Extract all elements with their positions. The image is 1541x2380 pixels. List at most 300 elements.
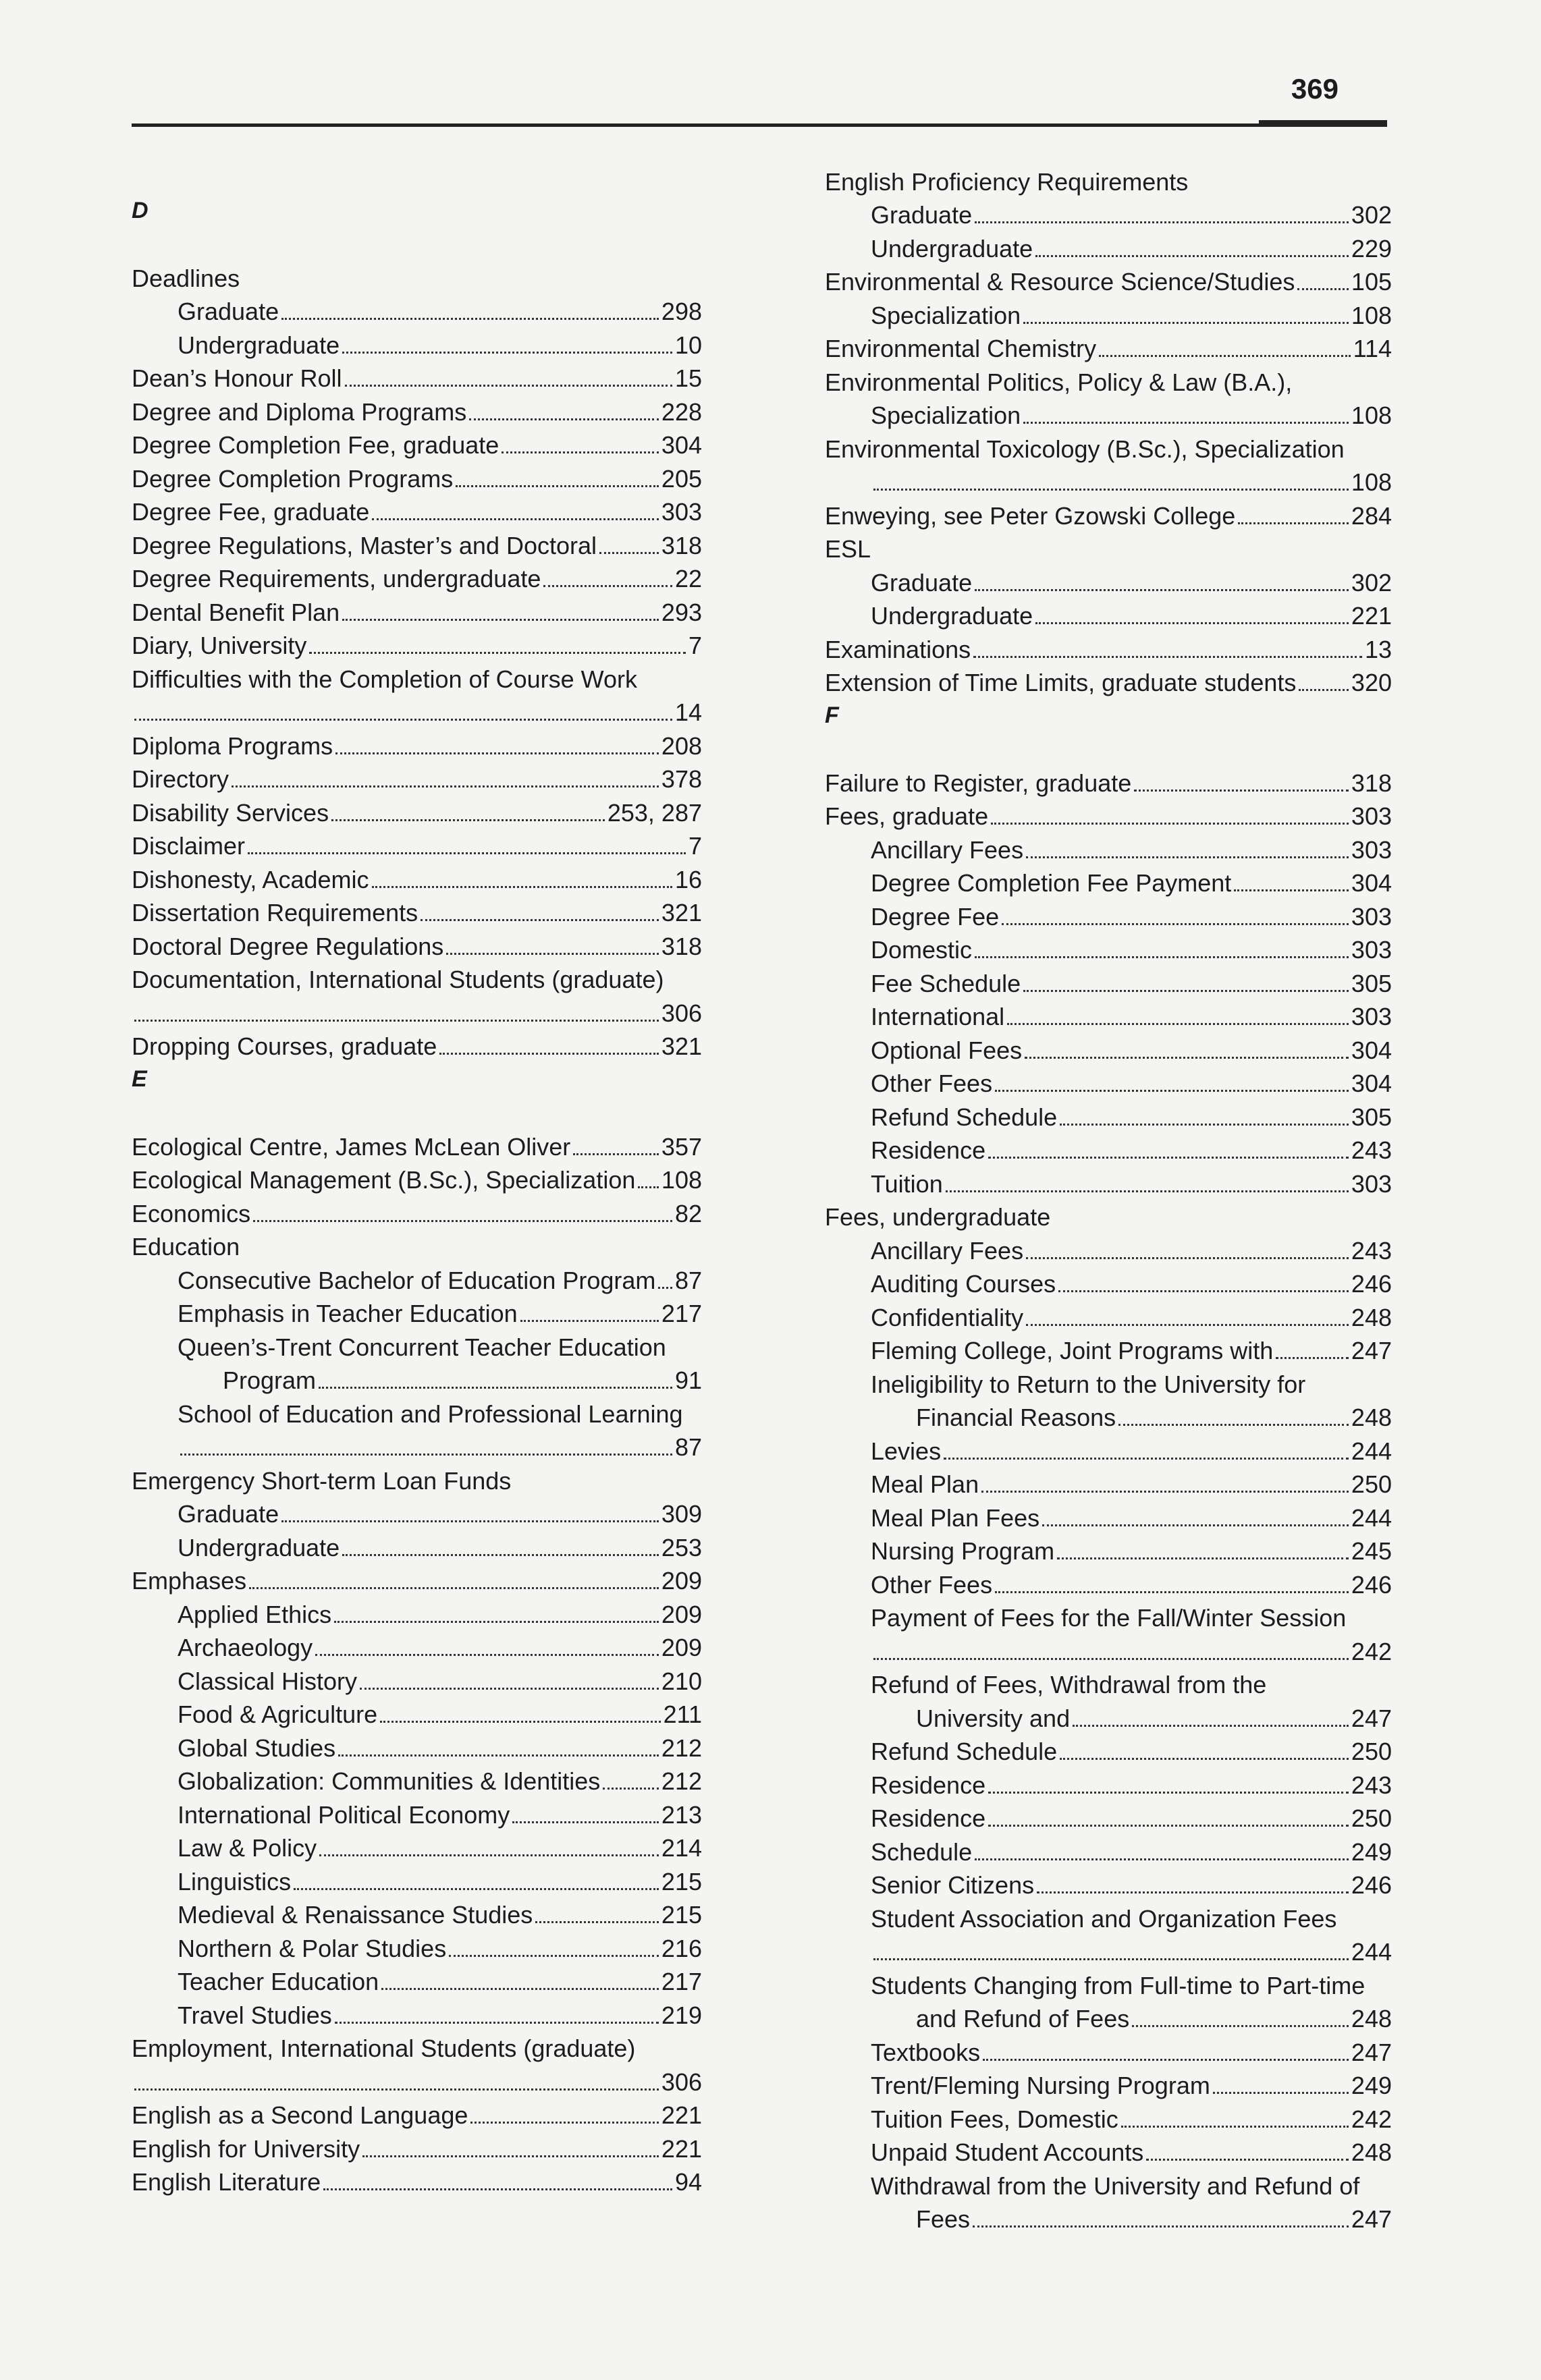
page-reference: 303 [1351, 1169, 1392, 1198]
index-term: Medieval & Renaissance Studies [178, 1901, 533, 1929]
page-reference: 304 [1351, 869, 1392, 897]
index-entry [825, 1998, 1392, 2032]
index-entry [132, 1026, 702, 1059]
index-heading [825, 1196, 1392, 1230]
index-heading [825, 1597, 1392, 1631]
index-heading [132, 257, 702, 291]
index-entry [825, 1130, 1392, 1163]
page-reference: 246 [1351, 1270, 1392, 1298]
section-letter: D [132, 197, 148, 223]
index-entry [825, 1764, 1392, 1798]
index-term: Undergraduate [871, 234, 1033, 262]
index-heading [132, 1393, 702, 1427]
index-entry [825, 762, 1392, 796]
index-entry [132, 358, 702, 391]
index-term: International [871, 1003, 1005, 1030]
page-reference: 244 [1351, 1437, 1392, 1465]
page-reference: 246 [1351, 1570, 1392, 1599]
index-entry [132, 992, 702, 1026]
dot-leader [995, 1591, 1349, 1593]
index-entry [132, 1727, 702, 1761]
page-reference: 221 [661, 2101, 702, 2129]
index-term: Degree Fee [871, 902, 1000, 931]
index-entry [132, 2061, 702, 2095]
page-reference: 306 [661, 2068, 702, 2096]
page-reference: 114 [1353, 335, 1392, 362]
index-term: Residence [871, 1771, 986, 1799]
section-gap [132, 1092, 702, 1126]
index-entry [132, 1293, 702, 1327]
dot-leader [372, 886, 672, 888]
dot-leader [1213, 2092, 1349, 2094]
index-entry [825, 1296, 1392, 1330]
page-reference: 321 [661, 1032, 702, 1060]
index-term: Undergraduate [178, 331, 340, 359]
index-term: Emphases [132, 1567, 247, 1595]
dot-leader [520, 1320, 659, 1322]
dot-leader [981, 1491, 1349, 1493]
header-rule [132, 123, 1387, 127]
index-entry [825, 1163, 1392, 1196]
page-reference: 94 [674, 2168, 702, 2196]
index-entry [132, 1126, 702, 1159]
page-reference: 304 [661, 431, 702, 459]
index-entry [825, 462, 1392, 495]
dot-leader [995, 1090, 1349, 1092]
index-entry [825, 1397, 1392, 1431]
page-reference: 242 [1351, 2105, 1392, 2133]
dot-leader [335, 2022, 659, 2024]
page-reference: 245 [1351, 1537, 1392, 1565]
index-term: Diploma Programs [132, 731, 333, 760]
dot-leader [1035, 622, 1349, 624]
index-entry [825, 1864, 1392, 1898]
page-reference: 304 [1351, 1070, 1392, 1097]
index-term: Tuition [871, 1169, 943, 1198]
index-entry [132, 858, 702, 892]
dot-leader [342, 619, 659, 621]
page-reference: 217 [661, 1300, 702, 1327]
dot-leader [983, 2059, 1349, 2061]
index-column-left [132, 190, 702, 2194]
dot-leader [1007, 1023, 1349, 1025]
index-term: Fee Schedule [871, 969, 1021, 997]
dot-leader [134, 2088, 659, 2091]
page-reference: 242 [1351, 1637, 1392, 1665]
index-term: Degree Regulations, Master’s and Doctoral [132, 531, 597, 559]
index-term: Dissertation Requirements [132, 899, 418, 926]
page-reference: 211 [663, 1700, 702, 1728]
dot-leader [988, 1157, 1349, 1159]
index-entry [825, 962, 1392, 996]
index-entry [825, 1430, 1392, 1464]
index-heading [825, 161, 1392, 194]
index-entry [132, 1259, 702, 1293]
index-heading [132, 1326, 702, 1360]
page-reference: 320 [1351, 669, 1392, 696]
index-term: Residence [871, 1136, 986, 1164]
index-entry [132, 2128, 702, 2161]
dot-leader [512, 1821, 659, 1823]
page-reference: 248 [1351, 1404, 1392, 1431]
index-entry [825, 1731, 1392, 1765]
page-reference: 221 [661, 2134, 702, 2163]
dot-leader [319, 1387, 672, 1389]
index-term: Examinations [825, 635, 971, 663]
index-entry [825, 1464, 1392, 1497]
index-entry [132, 1593, 702, 1627]
index-term: Globalization: Communities & Identities [178, 1767, 601, 1795]
page-reference: 250 [1351, 1738, 1392, 1765]
page-reference: 284 [1351, 501, 1392, 530]
index-entry [825, 2132, 1392, 2165]
index-entry [132, 692, 702, 725]
index-term: Dental Benefit Plan [132, 598, 340, 626]
index-entry [132, 1493, 702, 1527]
index-entry [825, 1931, 1392, 1965]
index-term: Documentation, International Students (graduate) [132, 966, 664, 993]
index-entry [132, 591, 702, 625]
index-entry [132, 1526, 702, 1560]
index-term: Ecological Centre, James McLean Oliver [132, 1132, 571, 1161]
index-term: Doctoral Degree Regulations [132, 932, 444, 960]
page-reference: 247 [1351, 2205, 1392, 2233]
index-term: Environmental Chemistry [825, 335, 1097, 362]
index-entry [825, 996, 1392, 1030]
page-reference: 209 [661, 1567, 702, 1595]
dot-leader [1025, 1057, 1349, 1059]
dot-leader [248, 852, 686, 854]
index-term: Fleming College, Joint Programs with [871, 1337, 1274, 1364]
dot-leader [1023, 422, 1349, 424]
dot-leader [535, 1921, 659, 1923]
page-reference: 253 [661, 1533, 702, 1561]
page-reference: 303 [1351, 802, 1392, 830]
index-term: Graduate [178, 298, 279, 325]
page-reference: 7 [688, 832, 702, 860]
dot-leader [345, 385, 672, 387]
index-term: Difficulties with the Completion of Course Work [132, 665, 637, 693]
index-term: Levies [871, 1437, 942, 1465]
header-rule-accent [1259, 120, 1387, 127]
dot-leader [973, 2225, 1349, 2227]
index-heading [132, 959, 702, 993]
index-term: Degree and Diploma Programs [132, 397, 467, 426]
index-entry [132, 1927, 702, 1961]
index-entry [132, 1994, 702, 2028]
index-entry [132, 1627, 702, 1661]
page-reference: 108 [1351, 301, 1392, 329]
index-term: Fees, undergraduate [825, 1203, 1051, 1231]
index-term: Graduate [178, 1500, 279, 1528]
index-entry [825, 395, 1392, 428]
index-term: Disclaimer [132, 832, 246, 860]
index-term: Trent/Fleming Nursing Program [871, 2072, 1210, 2099]
page-reference: 243 [1351, 1236, 1392, 1265]
index-term: English for University [132, 2134, 360, 2163]
index-term: Degree Requirements, undergraduate [132, 565, 541, 592]
page-reference: 253, 287 [607, 798, 702, 827]
index-term: Dishonesty, Academic [132, 865, 369, 893]
dot-leader [1132, 2025, 1349, 2027]
index-term: Classical History [178, 1667, 358, 1695]
index-term: Degree Fee, graduate [132, 498, 370, 526]
index-entry [132, 1159, 702, 1193]
page-reference: 105 [1351, 268, 1392, 296]
index-term: Optional Fees [871, 1036, 1023, 1064]
index-entry [825, 561, 1392, 595]
index-term: Other Fees [871, 1570, 993, 1599]
dot-leader [249, 1587, 659, 1589]
index-term: Food & Agriculture [178, 1700, 378, 1728]
index-term: Program [223, 1366, 317, 1394]
index-term: Enweying, see Peter Gzowski College [825, 501, 1236, 530]
dot-leader [335, 752, 659, 754]
index-term: Diary, University [132, 632, 307, 659]
dot-leader [1026, 856, 1349, 858]
page-reference: 216 [661, 1934, 702, 1962]
dot-leader [1026, 1257, 1349, 1259]
index-entry [825, 929, 1392, 963]
dot-leader [1026, 1324, 1349, 1326]
index-heading [825, 1363, 1392, 1397]
index-term: Consecutive Bachelor of Education Program [178, 1266, 656, 1294]
index-term: Refund Schedule [871, 1103, 1058, 1131]
index-entry [132, 1961, 702, 1995]
index-term: ESL [825, 535, 871, 563]
dot-leader [1276, 1357, 1349, 1359]
index-term: Senior Citizens [871, 1871, 1035, 1899]
dot-leader [543, 585, 672, 587]
index-entry [132, 2161, 702, 2195]
index-entry [825, 796, 1392, 829]
index-term: Graduate [871, 568, 973, 597]
page-reference: 217 [661, 1968, 702, 1995]
index-entry [132, 458, 702, 491]
index-term: International Political Economy [178, 1800, 510, 1829]
page-reference: 248 [1351, 1303, 1392, 1331]
dot-leader [873, 1658, 1349, 1660]
index-term: Meal Plan Fees [871, 1503, 1040, 1532]
index-entry [825, 2031, 1392, 2065]
index-term: Confidentiality [871, 1303, 1024, 1331]
index-entry [825, 1563, 1392, 1597]
dot-leader [988, 1825, 1349, 1827]
dot-leader [658, 1287, 672, 1289]
index-term: English as a Second Language [132, 2101, 468, 2129]
page-reference: 212 [661, 1767, 702, 1795]
index-heading [825, 361, 1392, 395]
index-entry [132, 1192, 702, 1226]
index-entry [825, 328, 1392, 362]
index-entry [825, 1063, 1392, 1097]
index-entry [132, 1827, 702, 1861]
index-term: Law & Policy [178, 1834, 317, 1862]
page-reference: 87 [674, 1433, 702, 1461]
index-entry [132, 524, 702, 558]
index-term: Economics [132, 1199, 251, 1227]
index-entry [132, 1694, 702, 1727]
index-term: Education [132, 1233, 240, 1261]
index-entry [132, 1894, 702, 1928]
page-reference: 214 [661, 1834, 702, 1862]
dot-leader [1057, 1557, 1349, 1559]
page-reference: 306 [661, 999, 702, 1027]
dot-leader [1060, 1124, 1349, 1126]
dot-leader [470, 2122, 659, 2124]
page-reference: 229 [1351, 234, 1392, 262]
dot-leader [1299, 689, 1349, 691]
section-letter: E [132, 1066, 147, 1092]
dot-leader [1297, 288, 1349, 290]
index-term: Specialization [871, 301, 1021, 329]
index-entry [825, 261, 1392, 295]
index-heading [132, 2028, 702, 2061]
index-term: Teacher Education [178, 1968, 379, 1995]
index-term: Linguistics [178, 1867, 292, 1895]
dot-leader [975, 1858, 1349, 1860]
dot-leader [439, 1053, 659, 1055]
page-reference: 22 [674, 565, 702, 592]
index-entry [132, 1761, 702, 1794]
index-term: Textbooks [871, 2038, 981, 2066]
index-entry [825, 2198, 1392, 2232]
page-reference: 219 [661, 2001, 702, 2029]
dot-leader [323, 2188, 672, 2190]
index-entry [132, 291, 702, 325]
dot-leader [975, 589, 1349, 591]
page-reference: 303 [1351, 936, 1392, 964]
index-term: Auditing Courses [871, 1270, 1056, 1298]
index-term: Failure to Register, graduate [825, 769, 1132, 797]
index-entry [132, 1794, 702, 1827]
page-reference: 87 [674, 1266, 702, 1294]
index-term: Degree Completion Fee Payment [871, 869, 1232, 897]
page-reference: 248 [1351, 2005, 1392, 2032]
dot-leader [573, 1153, 659, 1155]
page-reference: 303 [1351, 1003, 1392, 1030]
index-entry [132, 1860, 702, 1894]
dot-leader [180, 1454, 672, 1456]
dot-leader [362, 2155, 659, 2157]
index-term: Dean’s Honour Roll [132, 364, 342, 392]
index-term: Extension of Time Limits, graduate students [825, 669, 1297, 696]
index-term: Degree Completion Programs [132, 464, 454, 493]
index-entry [825, 227, 1392, 261]
index-term: Emphasis in Teacher Education [178, 1300, 518, 1327]
dot-leader [281, 318, 659, 320]
dot-leader [342, 1554, 659, 1556]
dot-leader [446, 953, 659, 955]
index-term: Nursing Program [871, 1537, 1055, 1565]
index-term: Payment of Fees for the Fall/Winter Session [871, 1604, 1347, 1632]
index-entry [825, 1697, 1392, 1731]
index-entry [825, 1330, 1392, 1364]
page-reference: 7 [688, 632, 702, 659]
index-term: English Literature [132, 2168, 321, 2196]
dot-leader [469, 418, 659, 420]
index-entry [132, 792, 702, 825]
dot-leader [134, 719, 672, 721]
dot-leader [1146, 2159, 1349, 2161]
dot-leader [232, 785, 659, 787]
index-term: Schedule [871, 1837, 973, 1866]
index-entry [825, 1497, 1392, 1530]
index-heading [132, 1226, 702, 1260]
index-entry [825, 862, 1392, 896]
page-reference: 221 [1351, 602, 1392, 630]
index-entry [132, 324, 702, 358]
page-reference: 302 [1351, 568, 1392, 597]
dot-leader [1060, 1758, 1349, 1760]
page-number: 369 [1291, 73, 1339, 105]
page-reference: 298 [661, 298, 702, 325]
index-term: Emergency Short-term Loan Funds [132, 1466, 512, 1495]
index-term: Domestic [871, 936, 973, 964]
index-entry [825, 1229, 1392, 1263]
index-heading [825, 528, 1392, 562]
index-term: Environmental & Resource Science/Studies [825, 268, 1295, 296]
index-heading [825, 2165, 1392, 2198]
page-reference: 16 [674, 865, 702, 893]
index-term: Applied Ethics [178, 1600, 332, 1628]
page-reference: 208 [661, 731, 702, 760]
index-term: School of Education and Professional Learning [178, 1400, 683, 1428]
index-term: Undergraduate [178, 1533, 340, 1561]
dot-leader [1042, 1524, 1349, 1526]
page-reference: 250 [1351, 1470, 1392, 1498]
index-entry [825, 194, 1392, 228]
index-entry [132, 1560, 702, 1594]
dot-leader [309, 652, 686, 654]
index-term: English Proficiency Requirements [825, 167, 1189, 196]
dot-leader [946, 1190, 1349, 1192]
index-entry [825, 829, 1392, 862]
index-term: Travel Studies [178, 2001, 332, 2029]
dot-leader [449, 1955, 659, 1957]
index-entry [825, 2098, 1392, 2132]
page-reference: 82 [674, 1199, 702, 1227]
dot-leader [502, 451, 659, 453]
dot-leader [1035, 255, 1349, 257]
dot-leader [1002, 923, 1349, 925]
page-reference: 213 [661, 1800, 702, 1829]
dot-leader [331, 819, 605, 821]
index-entry [825, 1530, 1392, 1564]
index-entry [132, 892, 702, 926]
index-heading [825, 1964, 1392, 1998]
page-reference: 305 [1351, 1103, 1392, 1131]
dot-leader [638, 1186, 659, 1188]
page-reference: 247 [1351, 2038, 1392, 2066]
index-entry [825, 628, 1392, 662]
index-term: Undergraduate [871, 602, 1033, 630]
dot-leader [944, 1458, 1349, 1460]
section-letter: F [825, 702, 839, 728]
dot-leader [294, 1888, 659, 1890]
index-entry [132, 391, 702, 424]
index-entry [825, 1029, 1392, 1063]
dot-leader [360, 1688, 659, 1690]
dot-leader [1073, 1725, 1349, 1727]
index-entry [132, 1660, 702, 1694]
index-term: Fees, graduate [825, 802, 989, 830]
dot-leader [1234, 889, 1349, 891]
index-entry [132, 558, 702, 592]
page-reference: 13 [1364, 635, 1392, 663]
index-term: Queen’s-Trent Concurrent Teacher Education [178, 1333, 666, 1361]
dot-leader [456, 485, 659, 487]
